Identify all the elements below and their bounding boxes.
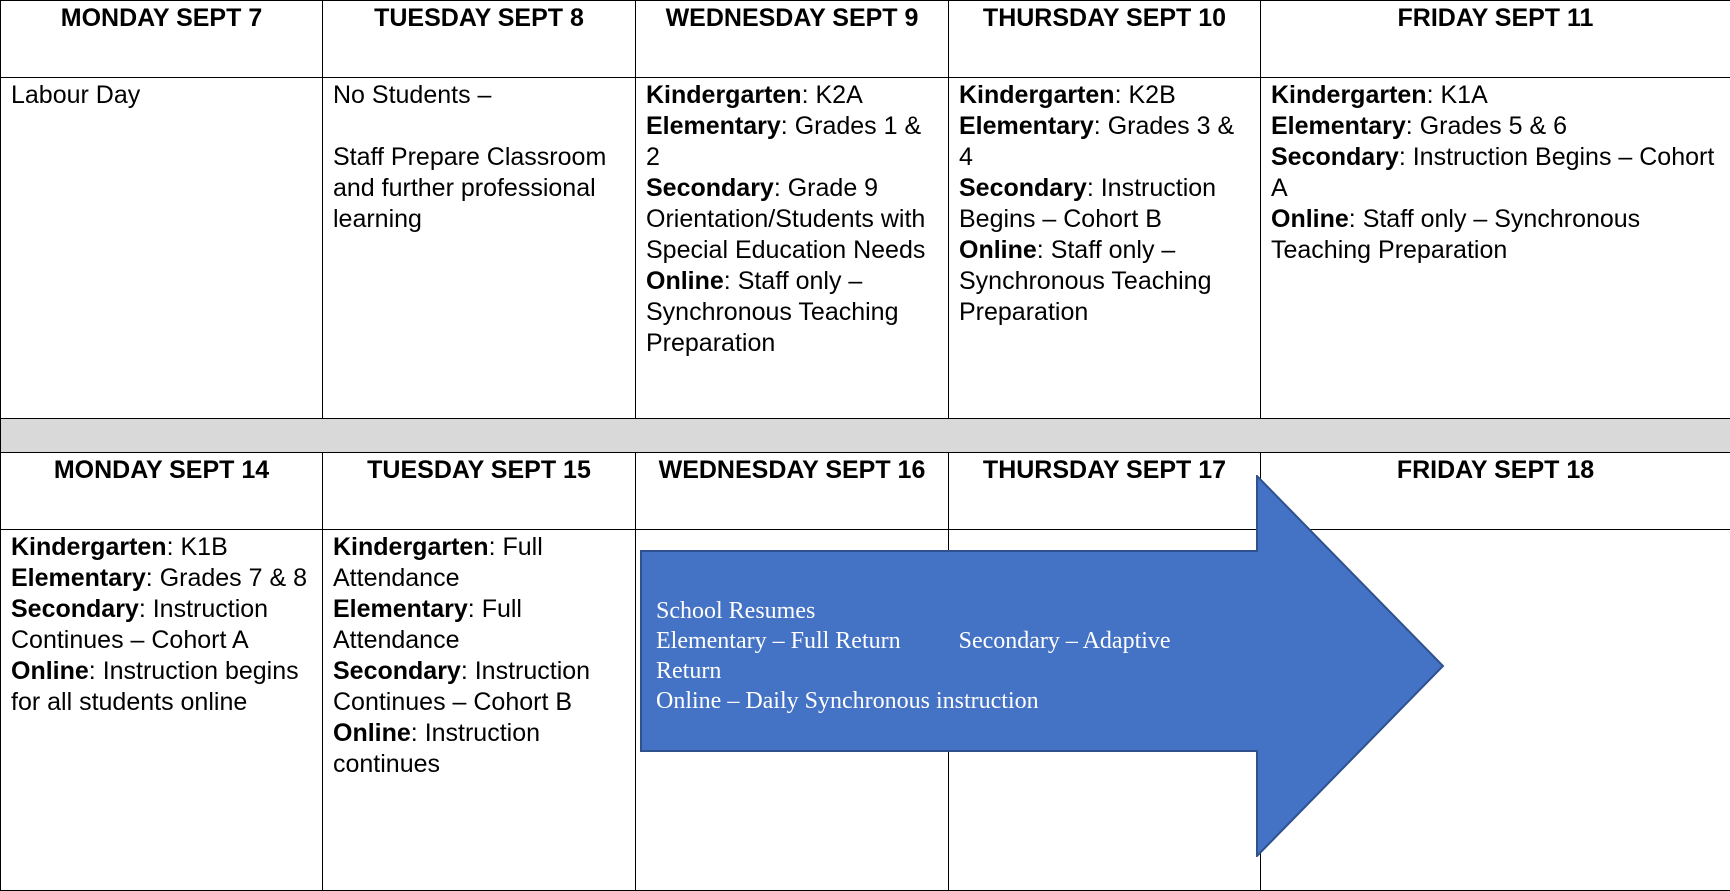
header-tuesday-sept-15: TUESDAY SEPT 15 <box>323 453 636 530</box>
no-students-text: No Students – <box>333 81 492 109</box>
cell-tuesday-sept-15 <box>323 530 636 891</box>
header-thursday-sept-17: THURSDAY SEPT 17 <box>949 453 1261 530</box>
elementary-full-return-text: Elementary – Full Return <box>656 628 901 654</box>
elementary-entry: Elementary: Grades 7 & 8 <box>11 564 307 592</box>
online-entry: Online: Instruction continues <box>333 719 541 778</box>
secondary-entry: Secondary: Instruction Begins – Cohort B <box>959 174 1217 233</box>
week-separator-row <box>1 419 1730 453</box>
school-resumes-text: School Resumes <box>656 598 816 624</box>
kindergarten-entry: Kindergarten: K2B <box>959 81 1176 109</box>
staff-prepare-text: Staff Prepare Classroom and further professional learning <box>333 143 607 233</box>
header-monday-sept-14: MONDAY SEPT 14 <box>1 453 323 530</box>
header-friday-sept-11: FRIDAY SEPT 11 <box>1261 1 1730 78</box>
kindergarten-entry: Kindergarten: K2A <box>646 81 863 109</box>
secondary-entry: Secondary: Instruction Begins – Cohort A <box>1271 143 1715 202</box>
header-wednesday-sept-16: WEDNESDAY SEPT 16 <box>636 453 949 530</box>
return-text: Return <box>656 658 722 684</box>
kindergarten-entry: Kindergarten: K1B <box>11 533 228 561</box>
header-monday-sept-7: MONDAY SEPT 7 <box>1 1 323 78</box>
arrow-row-2 <box>656 626 1296 656</box>
cell-wednesday-sept-9 <box>636 78 949 419</box>
week-separator <box>1 419 1730 453</box>
week1-header-row <box>1 1 1730 78</box>
online-entry: Online: Staff only – Synchronous Teaching Preparation <box>646 267 899 357</box>
elementary-entry: Elementary: Grades 5 & 6 <box>1271 112 1567 140</box>
online-daily-text: Online – Daily Synchronous instruction <box>656 688 1039 714</box>
header-tuesday-sept-8: TUESDAY SEPT 8 <box>323 1 636 78</box>
elementary-entry: Elementary: Grades 1 & 2 <box>646 112 922 171</box>
kindergarten-entry: Kindergarten: Full Attendance <box>333 533 543 592</box>
header-friday-sept-18: FRIDAY SEPT 18 <box>1261 453 1730 530</box>
kindergarten-entry: Kindergarten: K1A <box>1271 81 1488 109</box>
online-entry: Online: Staff only – Synchronous Teaching Preparation <box>959 236 1212 326</box>
header-wednesday-sept-9: WEDNESDAY SEPT 9 <box>636 1 949 78</box>
week1-body-row <box>1 78 1730 419</box>
cell-monday-sept-14 <box>1 530 323 891</box>
labour-day-text: Labour Day <box>11 81 141 109</box>
cell-tuesday-sept-8 <box>323 78 636 419</box>
secondary-adaptive-text: Secondary – Adaptive <box>958 628 1171 654</box>
cell-thursday-sept-10 <box>949 78 1261 419</box>
header-thursday-sept-10: THURSDAY SEPT 10 <box>949 1 1261 78</box>
secondary-entry: Secondary: Instruction Continues – Cohort B <box>333 657 591 716</box>
arrow-text-block <box>656 596 1296 716</box>
secondary-entry: Secondary: Instruction Continues – Cohort A <box>11 595 269 654</box>
online-entry: Online: Staff only – Synchronous Teaching Preparation <box>1271 205 1641 264</box>
cell-friday-sept-11 <box>1261 78 1730 419</box>
online-entry: Online: Instruction begins for all students online <box>11 657 299 716</box>
elementary-entry: Elementary: Full Attendance <box>333 595 522 654</box>
elementary-entry: Elementary: Grades 3 & 4 <box>959 112 1235 171</box>
cell-monday-sept-7 <box>1 78 323 419</box>
secondary-entry: Secondary: Grade 9 Orientation/Students with Special Education Needs <box>646 174 926 264</box>
